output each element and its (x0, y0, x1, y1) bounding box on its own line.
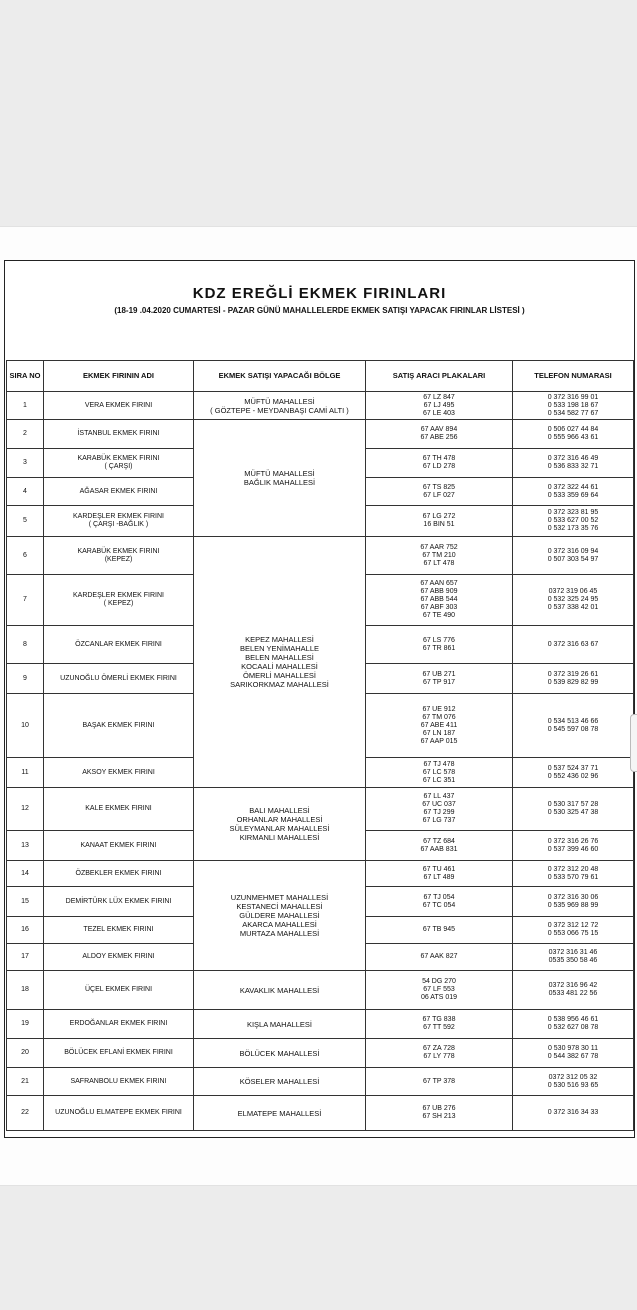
table-row (7, 788, 634, 831)
bakery-name: ÖZBEKLER EKMEK FIRINI (44, 861, 194, 887)
bakery-name: BÖLÜCEK EFLANİ EKMEK FIRINI (44, 1039, 194, 1068)
row-number: 8 (7, 626, 44, 664)
bakery-name: KARABÜK EKMEK FIRINI ( ÇARŞI) (44, 449, 194, 478)
bakery-name: SAFRANBOLU EKMEK FIRINI (44, 1068, 194, 1096)
scroll-handle[interactable] (630, 714, 637, 772)
sales-region: MÜFTÜ MAHALLESİ BAĞLIK MAHALLESİ (194, 420, 366, 537)
bakery-name: İSTANBUL EKMEK FIRINI (44, 420, 194, 449)
bakery-name: AKSOY EKMEK FIRINI (44, 758, 194, 788)
table-row (7, 1010, 634, 1039)
vehicle-plates: 67 AAN 657 67 ABB 909 67 ABB 544 67 ABF 303 67 TE 490 (366, 575, 513, 626)
phone-numbers: 0 530 978 30 11 0 544 382 67 78 (513, 1039, 634, 1068)
vehicle-plates: 67 TJ 478 67 LC 578 67 LC 351 (366, 758, 513, 788)
phone-numbers: 0372 312 05 32 0 530 516 93 65 (513, 1068, 634, 1096)
phone-numbers: 0 530 317 57 28 0 530 325 47 38 (513, 788, 634, 831)
row-number: 21 (7, 1068, 44, 1096)
row-number: 20 (7, 1039, 44, 1068)
bakery-table (6, 360, 634, 1131)
sales-region: KÖSELER MAHALLESİ (194, 1068, 366, 1096)
row-number: 1 (7, 392, 44, 420)
row-number: 13 (7, 831, 44, 861)
phone-numbers: 0372 319 06 45 0 532 325 24 95 0 537 338 42 01 (513, 575, 634, 626)
vehicle-plates: 67 TJ 054 67 TC 054 (366, 887, 513, 917)
bakery-name: ERDOĞANLAR EKMEK FIRINI (44, 1010, 194, 1039)
vehicle-plates: 67 UB 271 67 TP 917 (366, 664, 513, 694)
bakery-name: KARDEŞLER EKMEK FIRINI ( ÇARŞI -BAĞLIK ) (44, 506, 194, 537)
phone-numbers: 0 372 312 20 48 0 533 570 79 61 (513, 861, 634, 887)
vehicle-plates: 67 AAK 827 (366, 944, 513, 971)
bakery-name: UZUNOĞLU ÖMERLİ EKMEK FIRINI (44, 664, 194, 694)
bakery-name: KALE EKMEK FIRINI (44, 788, 194, 831)
phone-numbers: 0 372 316 99 01 0 533 198 18 67 0 534 582 77 67 (513, 392, 634, 420)
sales-region: UZUNMEHMET MAHALLESİ KESTANECİ MAHALLESİ GÜLDERE MAHALLESİ AKARCA MAHALLESİ MURTAZA MAHALLESİ (194, 861, 366, 971)
phone-numbers: 0 372 316 09 94 0 507 303 54 97 (513, 537, 634, 575)
vehicle-plates: 67 LL 437 67 UC 037 67 TJ 299 67 LG 737 (366, 788, 513, 831)
row-number: 4 (7, 478, 44, 506)
vehicle-plates: 67 ZA 728 67 LY 778 (366, 1039, 513, 1068)
document-title: KDZ EREĞLİ EKMEK FIRINLARI (192, 285, 447, 302)
table-row (7, 971, 634, 1010)
row-number: 18 (7, 971, 44, 1010)
vehicle-plates: 67 AAV 894 67 ABE 256 (366, 420, 513, 449)
bakery-name: ÖZCANLAR EKMEK FIRINI (44, 626, 194, 664)
row-number: 16 (7, 917, 44, 944)
phone-numbers: 0 372 316 34 33 (513, 1096, 634, 1131)
row-number: 12 (7, 788, 44, 831)
row-number: 3 (7, 449, 44, 478)
row-number: 10 (7, 694, 44, 758)
row-number: 19 (7, 1010, 44, 1039)
header-plates: SATIŞ ARACI PLAKALARI (366, 361, 513, 392)
document-subtitle: (18-19 .04.2020 CUMARTESİ - PAZAR GÜNÜ MAHALLELERDE EKMEK SATIŞI YAPACAK FIRINLAR LİSTESİ ) (114, 306, 525, 315)
row-number: 6 (7, 537, 44, 575)
phone-numbers: 0 372 322 44 61 0 533 359 69 64 (513, 478, 634, 506)
sales-region: KEPEZ MAHALLESİ BELEN YENİMAHALLE BELEN MAHALLESİ KOCAALİ MAHALLESİ ÖMERLİ MAHALLESİ SARIKORKMAZ MAHALLESİ (194, 537, 366, 788)
row-number: 5 (7, 506, 44, 537)
row-number: 17 (7, 944, 44, 971)
phone-numbers: 0 372 316 30 06 0 535 969 88 99 (513, 887, 634, 917)
row-number: 7 (7, 575, 44, 626)
phone-numbers: 0 372 316 26 76 0 537 399 46 60 (513, 831, 634, 861)
document-page (0, 226, 637, 1186)
vehicle-plates: 67 LG 272 16 BIN 51 (366, 506, 513, 537)
bakery-name: TEZEL EKMEK FIRINI (44, 917, 194, 944)
table-row (7, 420, 634, 449)
table-header-row (7, 361, 634, 392)
sales-region: KIŞLA MAHALLESİ (194, 1010, 366, 1039)
bakery-name: KARABÜK EKMEK FIRINI (KEPEZ) (44, 537, 194, 575)
vehicle-plates: 67 TZ 684 67 AAB 831 (366, 831, 513, 861)
row-number: 9 (7, 664, 44, 694)
vehicle-plates: 67 LS 776 67 TR 861 (366, 626, 513, 664)
vehicle-plates: 67 TU 461 67 LT 489 (366, 861, 513, 887)
row-number: 15 (7, 887, 44, 917)
phone-numbers: 0 534 513 46 66 0 545 597 08 78 (513, 694, 634, 758)
sales-region: MÜFTÜ MAHALLESİ ( GÖZTEPE - MEYDANBAŞI CAMİ ALTI ) (194, 392, 366, 420)
bakery-name: KANAAT EKMEK FIRINI (44, 831, 194, 861)
vehicle-plates: 67 AAR 752 67 TM 210 67 LT 478 (366, 537, 513, 575)
phone-numbers: 0 372 316 63 67 (513, 626, 634, 664)
sales-region: BÖLÜCEK MAHALLESİ (194, 1039, 366, 1068)
phone-numbers: 0372 316 31 46 0535 350 58 46 (513, 944, 634, 971)
bakery-name: VERA EKMEK FIRINI (44, 392, 194, 420)
bakery-name: DEMİRTÜRK LÜX EKMEK FIRINI (44, 887, 194, 917)
sales-region: KAVAKLIK MAHALLESİ (194, 971, 366, 1010)
table-row (7, 537, 634, 575)
bakery-name: ÜÇEL EKMEK FIRINI (44, 971, 194, 1010)
vehicle-plates: 67 TH 478 67 LD 278 (366, 449, 513, 478)
vehicle-plates: 67 TB 945 (366, 917, 513, 944)
table-row (7, 861, 634, 887)
phone-numbers: 0 537 524 37 71 0 552 436 02 96 (513, 758, 634, 788)
header-region: EKMEK SATIŞI YAPACAĞI BÖLGE (194, 361, 366, 392)
phone-numbers: 0 506 027 44 84 0 555 966 43 61 (513, 420, 634, 449)
sales-region: ELMATEPE MAHALLESİ (194, 1096, 366, 1131)
vehicle-plates: 67 UE 912 67 TM 076 67 ABE 411 67 LN 187 67 AAP 015 (366, 694, 513, 758)
phone-numbers: 0372 316 96 42 0533 481 22 56 (513, 971, 634, 1010)
bakery-name: AĞASAR EKMEK FIRINI (44, 478, 194, 506)
vehicle-plates: 54 DG 270 67 LF 553 06 ATS 019 (366, 971, 513, 1010)
table-row (7, 392, 634, 420)
vehicle-plates: 67 LZ 847 67 LJ 495 67 LE 403 (366, 392, 513, 420)
table-row (7, 1068, 634, 1096)
vehicle-plates: 67 TG 838 67 TT 592 (366, 1010, 513, 1039)
bakery-name: BAŞAK EKMEK FIRINI (44, 694, 194, 758)
header-sira-no: SIRA NO (7, 361, 44, 392)
vehicle-plates: 67 TS 825 67 LF 027 (366, 478, 513, 506)
phone-numbers: 0 538 956 46 61 0 532 627 08 78 (513, 1010, 634, 1039)
bakery-name: ALDOY EKMEK FIRINI (44, 944, 194, 971)
bakery-name: UZUNOĞLU ELMATEPE EKMEK FIRINI (44, 1096, 194, 1131)
row-number: 2 (7, 420, 44, 449)
vehicle-plates: 67 UB 276 67 SH 213 (366, 1096, 513, 1131)
row-number: 22 (7, 1096, 44, 1131)
bakery-name: KARDEŞLER EKMEK FIRINI ( KEPEZ) (44, 575, 194, 626)
phone-numbers: 0 372 312 12 72 0 553 066 75 15 (513, 917, 634, 944)
row-number: 11 (7, 758, 44, 788)
row-number: 14 (7, 861, 44, 887)
table-row (7, 1039, 634, 1068)
table-row (7, 1096, 634, 1131)
table-body (7, 392, 634, 1131)
phone-numbers: 0 372 319 26 61 0 539 829 82 99 (513, 664, 634, 694)
phone-numbers: 0 372 323 81 95 0 533 627 00 52 0 532 173 35 76 (513, 506, 634, 537)
sales-region: BALI MAHALLESİ ORHANLAR MAHALLESİ SÜLEYMANLAR MAHALLESİ KIRMANLI MAHALLESİ (194, 788, 366, 861)
header-phone: TELEFON NUMARASI (513, 361, 634, 392)
vehicle-plates: 67 TP 378 (366, 1068, 513, 1096)
phone-numbers: 0 372 316 46 49 0 536 833 32 71 (513, 449, 634, 478)
header-bakery-name: EKMEK FIRININ ADI (44, 361, 194, 392)
